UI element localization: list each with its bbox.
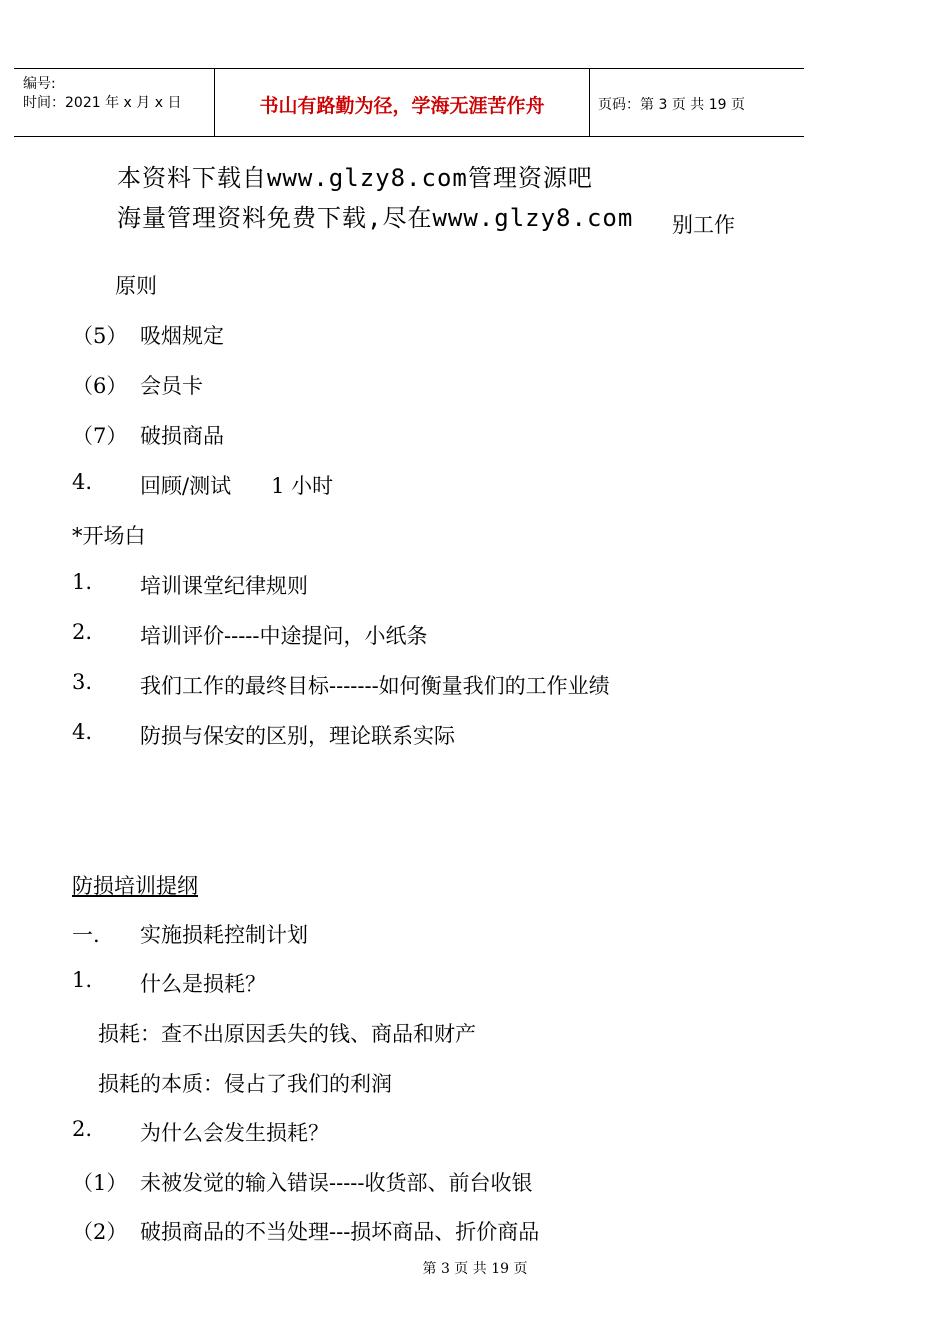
question-num: 2. — [72, 1117, 93, 1141]
list-item-num: 4. — [72, 720, 93, 744]
list-item-num: （6） — [72, 374, 128, 398]
question-text: 为什么会发生损耗？ — [140, 1121, 329, 1145]
reason-num: （1） — [72, 1171, 128, 1195]
promo-line-2: 海量管理资料免费下载,尽在www.glzy8.com — [117, 204, 634, 232]
motto: 书山有路勤为径，学海无涯苦作舟 — [259, 95, 545, 117]
document-header — [14, 68, 804, 137]
section-title: 实施损耗控制计划 — [140, 923, 308, 947]
list-item-num: 4. — [72, 470, 93, 494]
page-info: 页码：第 3 页 共 19 页 — [598, 97, 745, 113]
list-item-num: 2. — [72, 620, 93, 644]
question-num: 1. — [72, 968, 93, 992]
page-footer: 第 3 页 共 19 页 — [422, 1261, 528, 1277]
reason-text: 破损商品的不当处理---损坏商品、折价商品 — [140, 1220, 540, 1244]
list-item-text: 培训课堂纪律规则 — [140, 574, 308, 598]
list-item-text: 培训评价-----中途提问，小纸条 — [140, 624, 428, 648]
question-text: 什么是损耗？ — [140, 972, 266, 996]
definition-line: 损耗：查不出原因丢失的钱、商品和财产 — [98, 1022, 476, 1046]
promo-tail-text: 别工作 — [672, 213, 735, 237]
list-item-text: 吸烟规定 — [140, 324, 224, 348]
opening-heading: *开场白 — [72, 524, 146, 548]
promo-line-1: 本资料下载自www.glzy8.com管理资源吧 — [117, 164, 593, 192]
list-item-num: （7） — [72, 424, 128, 448]
list-item-text: 会员卡 — [140, 374, 203, 398]
list-item-text: 回顾/测试 1 小时 — [140, 474, 334, 498]
header-meta-cell — [14, 69, 214, 136]
header-page-cell — [589, 69, 804, 136]
reason-text: 未被发觉的输入错误-----收货部、前台收银 — [140, 1171, 533, 1195]
header-motto-cell — [214, 69, 590, 136]
section-num: 一. — [72, 923, 100, 947]
list-item-text: 破损商品 — [140, 424, 224, 448]
list-item-num: 1. — [72, 570, 93, 594]
list-item-num: 3. — [72, 670, 93, 694]
number-label: 编号: — [23, 76, 56, 92]
reason-num: （2） — [72, 1220, 128, 1244]
list-item-num: （5） — [72, 324, 128, 348]
definition-line: 损耗的本质：侵占了我们的利润 — [98, 1072, 392, 1096]
outline-title: 防损培训提纲 — [72, 874, 198, 898]
list-item-text: 防损与保安的区别，理论联系实际 — [140, 724, 455, 748]
time-label: 时间：2021 年 x 月 x 日 — [23, 95, 182, 111]
continued-text: 原则 — [115, 274, 157, 298]
list-item-text: 我们工作的最终目标-------如何衡量我们的工作业绩 — [140, 674, 610, 698]
